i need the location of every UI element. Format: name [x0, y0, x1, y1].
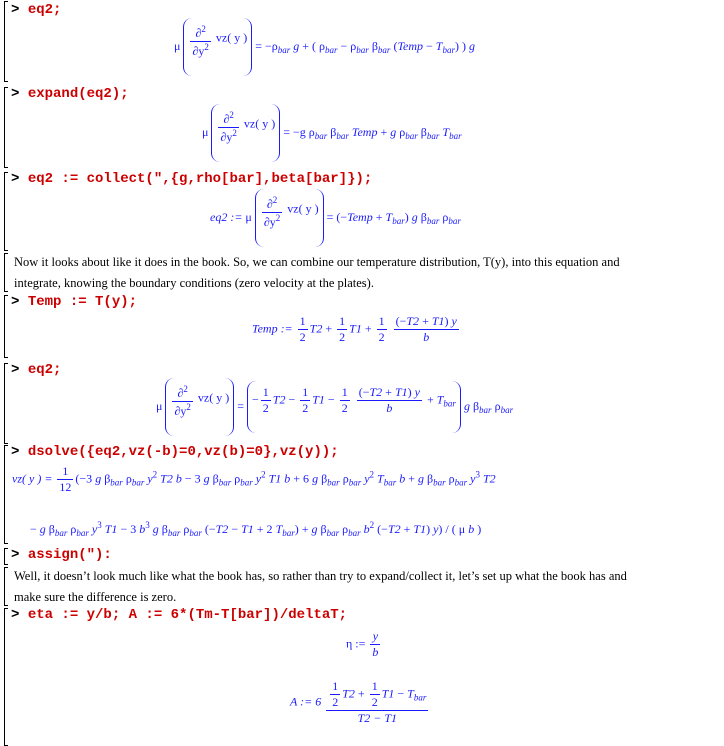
- output-dsolve-line1: vz( y ) = $\frac{1}{12}$ (−3 g $\beta_{bar}$ $\rho_{bar}$ $y^2$ T2 b − 3 g $\beta_{bar}$ $\rho_{bar}$ $y^2$ T1 b + 6 g $\beta_{bar}$ $\rho_{bar}$ $y^2$ $T_{bar}$ b + g $\beta_{bar}$ $\rho_{bar}$ $y^3$ T2: [12, 464, 496, 494]
- output-eq2: μ $\frac{\partial^2}{\partial y^2}$ vz( y ) = $-\rho_{bar}$ g + ( $\rho_{bar} - \rho_{bar}$ $\beta_{bar}$ (Temp − $T_{bar}$) ) g: [174, 18, 475, 76]
- cell-bracket: [4, 172, 8, 251]
- input-line[interactable]: > expand(eq2);: [11, 86, 129, 102]
- output-dsolve-line2: − g $\beta_{bar}$ $\rho_{bar}$ $y^3$ T1 − 3 $b^3$ g $\beta_{bar}$ $\rho_{bar}$ (−T2 − T1 + 2 $T_{bar}) + g$ $\beta_{bar}$ $\rho_{bar}$ $b^2$ (−T2 + T1) y) / ( μ b ): [30, 520, 482, 538]
- output-temp: Temp := $\frac{1}{2}$ T2 + $\frac{1}{2}$ T1 + $\frac{1}{2}$ $\frac{(-T2 + T1) y}{b}$: [252, 314, 457, 344]
- input-line[interactable]: > Temp := T(y);: [11, 294, 138, 310]
- input-line[interactable]: > eq2 := collect(",{g,rho[bar],beta[bar]});: [11, 171, 373, 187]
- input-line[interactable]: > eta := y/b; A := 6*(Tm-T[bar])/deltaT;: [11, 607, 348, 623]
- output-collect: eq2 := μ $\frac{\partial^2}{\partial y^2}$ vz( y ) = (−Temp + $T_{bar}$) g $\beta_{bar}$ $\rho_{bar}$: [210, 189, 461, 247]
- cell-bracket: [4, 87, 8, 168]
- text-line: make sure the difference is zero.: [14, 590, 177, 604]
- cell-6: [0, 444, 720, 544]
- text-line: integrate, knowing the boundary conditions (zero velocity at the plates).: [14, 276, 374, 290]
- cell-4: [0, 294, 720, 358]
- cell-7: [0, 547, 720, 565]
- input-line[interactable]: > assign("):: [11, 547, 112, 563]
- cell-bracket: [4, 253, 8, 292]
- output-expand: μ $\frac{\partial^2}{\partial y^2}$ vz( y ) = −g $\rho_{bar}$ $\beta_{bar}$ Temp + g $\rho_{bar}$ $\beta_{bar}$ $T_{bar}$: [202, 104, 462, 162]
- cell-bracket: [4, 1, 8, 82]
- input-line[interactable]: > dsolve({eq2,vz(-b)=0,vz(b)=0},vz(y));: [11, 444, 339, 460]
- output-eq2-sub: μ $\frac{\partial^2}{\partial y^2}$ vz( y ) = − $\frac{1}{2}$ T2 − $\frac{1}{2}$ T1 − $\frac{1}{2}$ $\frac{(-T2 + T1) y}{b}$ + $T_{bar}$ g $\beta_{bar}$ $\rho_{bar}$: [156, 378, 513, 436]
- input-line[interactable]: > eq2;: [11, 2, 62, 18]
- text-line: Now it looks about like it does in the book. So, we can combine our temperature distribution, T(y), into this equation and: [14, 255, 620, 269]
- cell-bracket: [4, 567, 8, 606]
- cell-bracket: [4, 295, 8, 358]
- cell-5: [0, 362, 720, 444]
- text-cell-1: [0, 252, 720, 292]
- cell-8: [0, 607, 720, 746]
- cell-2: [0, 86, 720, 168]
- output-A: A := 6 $\frac{1}{2}$ T2 + $\frac{1}{2}$ $T1 - T_{bar}$ T2 − T1: [290, 679, 427, 725]
- output-eta: η := $\frac{y}{b}$: [346, 629, 379, 659]
- cell-bracket: [4, 363, 8, 444]
- input-line[interactable]: > eq2;: [11, 362, 62, 378]
- text-line: Well, it doesn’t look much like what the book has, so rather than try to expand/collect it, let’s set up what the book has and: [14, 569, 627, 583]
- cell-3: [0, 171, 720, 251]
- cell-bracket: [4, 445, 8, 544]
- text-cell-2: [0, 566, 720, 606]
- cell-1: [0, 0, 720, 82]
- cell-bracket: [4, 608, 8, 746]
- cell-bracket: [4, 548, 8, 565]
